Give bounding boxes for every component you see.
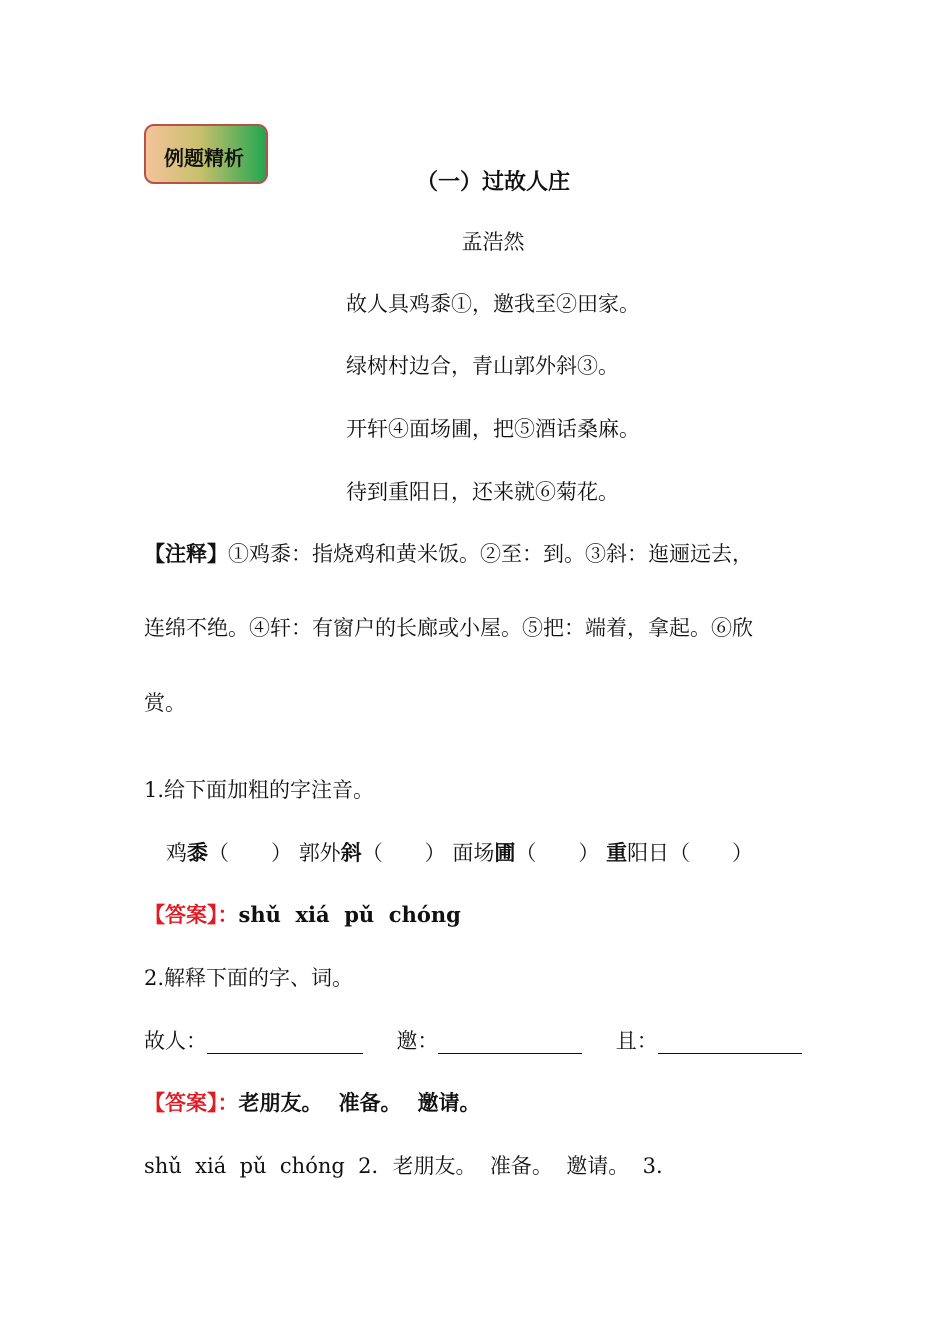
notes-line-2: 连绵不绝。④轩：有窗户的长廊或小屋。⑤把：端着，拿起。⑥欣: [144, 616, 753, 640]
notes-line-1: [144, 538, 753, 568]
poem-author: 孟浩然: [461, 230, 525, 254]
answer-2-c: 邀请。: [417, 1090, 481, 1115]
blank-3[interactable]: [658, 1033, 802, 1054]
blank-1[interactable]: [207, 1033, 363, 1054]
q1-item-1: 鸡黍（ ）: [166, 840, 292, 865]
question-2-terms: [144, 1025, 802, 1055]
answer-label-1: 【答案】：: [144, 902, 239, 927]
answer-1-text: shǔ xiá pǔ chóng: [238, 902, 461, 927]
q1-item-3: 面场圃（ ）: [452, 840, 600, 865]
poem-line-3: 开轩④面场圃，把⑤酒话桑麻。: [346, 417, 640, 441]
notes-label: 【注释】: [144, 541, 228, 566]
notes-line-3: 赏。: [144, 691, 186, 715]
poem-line-1: 故人具鸡黍①，邀我至②田家。: [346, 292, 640, 316]
blank-2[interactable]: [438, 1033, 582, 1054]
question-1-prompt: 1.给下面加粗的字注音。: [144, 778, 375, 802]
poem-line-4: 待到重阳日，还来就⑥菊花。: [346, 480, 619, 504]
q1-item-4: 重阳日（ ）: [606, 840, 754, 865]
question-2-answer: [144, 1087, 481, 1117]
footer-answers: shǔ xiá pǔ chóng 2．老朋友。 准备。 邀请。 3.: [144, 1154, 663, 1178]
question-1-answer: [144, 899, 461, 929]
question-1-items: [166, 837, 753, 867]
answer-2-b: 准备。: [338, 1090, 402, 1115]
term-1: 故人：: [144, 1029, 207, 1053]
answer-label-2: 【答案】：: [144, 1090, 239, 1115]
question-2-prompt: 2.解释下面的字、词。: [144, 966, 354, 990]
q1-item-2: 郭外斜（ ）: [298, 840, 446, 865]
answer-2-a: 老朋友。: [238, 1090, 323, 1115]
term-3: 且：: [615, 1029, 658, 1053]
badge-label: 例题精析: [164, 146, 244, 170]
term-2: 邀：: [396, 1029, 439, 1053]
poem-line-2: 绿树村边合，青山郭外斜③。: [346, 354, 619, 378]
notes-text-1: ①鸡黍：指烧鸡和黄米饭。②至：到。③斜：迤逦远去，: [228, 542, 753, 566]
poem-title: （一）过故人庄: [415, 169, 570, 195]
